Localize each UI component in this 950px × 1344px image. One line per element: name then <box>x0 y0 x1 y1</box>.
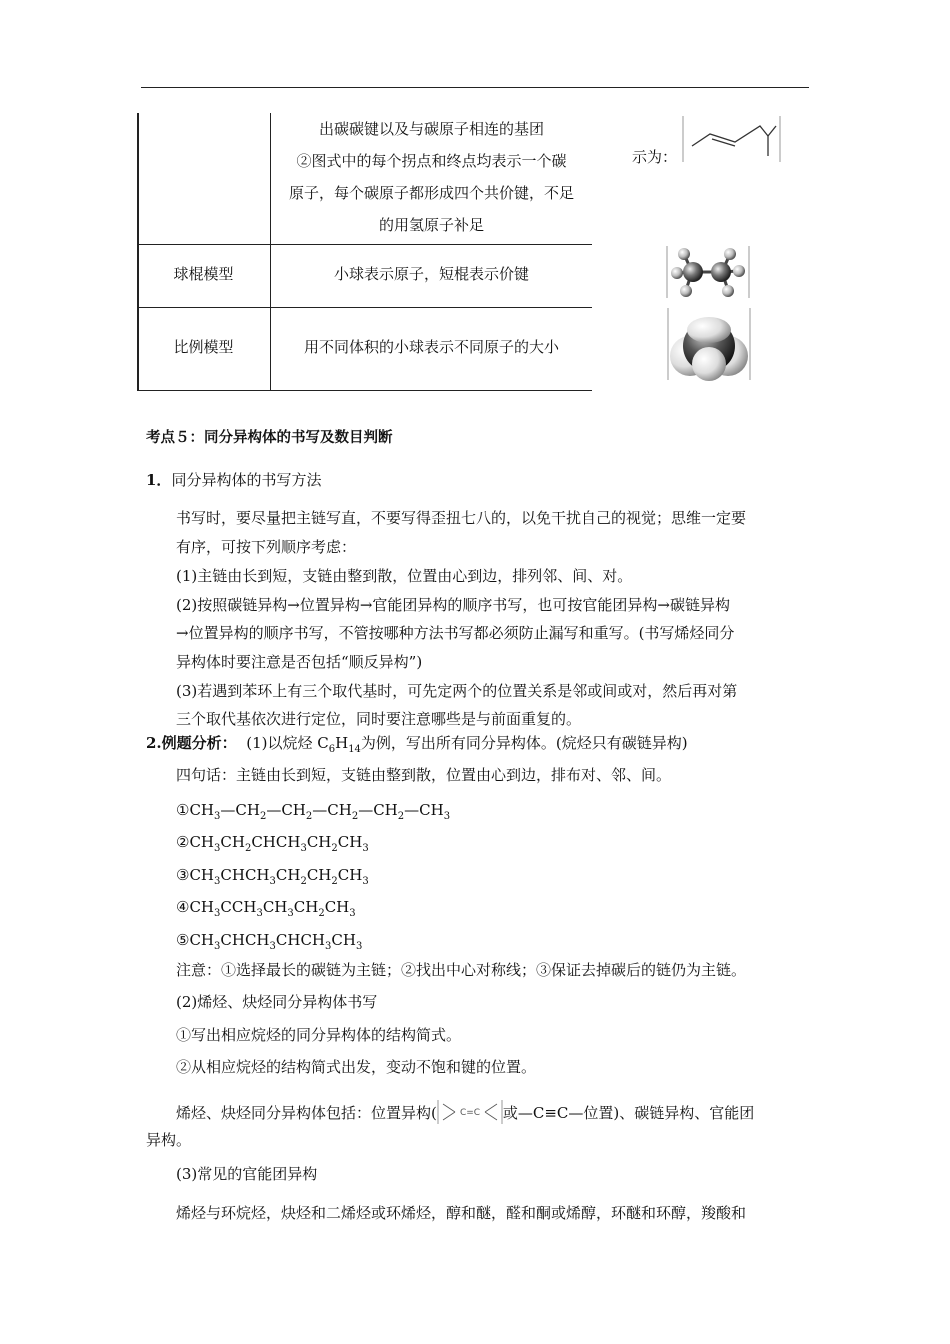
svg-text:C=C: C=C <box>459 1108 480 1118</box>
p2-2-c-text: 烯烃、炔烃同分异构体包括：位置异构( <box>176 1104 437 1122</box>
p1-title: 同分异构体的书写方法 <box>171 471 322 489</box>
formula-5: $⑤CH_3CHCH_3CHCH_3CH_3$ <box>176 931 363 952</box>
p1-heading <box>146 469 321 491</box>
p1-line: 三个取代基依次进行定位，同时要注意哪些是与前面重复的。 <box>176 710 582 728</box>
p1-line: (1)主链由长到短，支链由整到散，位置由心到边，排列邻、间、对。 <box>176 567 633 585</box>
space-filling-model-image <box>664 306 754 382</box>
note: 注意：①选择最长的碳链为主链；②找出中心对称线；③保证去掉碳后的链仍为主链。 <box>176 961 747 979</box>
row3-desc: 用不同体积的小球表示不同原子的大小 <box>303 338 559 356</box>
row3-name: 比例模型 <box>173 338 234 356</box>
formula-4: $④CH_3CCH_3CH_3CH_2CH_3$ <box>176 898 356 919</box>
p1-line: 有序，可按下列顺序考虑： <box>176 538 357 556</box>
p2-3-line: 烯烃与环烷烃，炔烃和二烯烃或环烯烃，醇和醚，醛和酮或烯醇，环醚和环醇，羧酸和 <box>176 1204 747 1222</box>
section-title: 考点５：同分异构体的书写及数目判断 <box>146 430 393 446</box>
p2-heading <box>146 732 688 754</box>
row1-desc-line: 的用氢原子补足 <box>378 216 484 234</box>
p2-intro: (1)以烷烃 C <box>246 734 329 752</box>
p1-line: (3)若遇到苯环上有三个取代基时，可先定两个的位置关系是邻或间或对，然后再对第 <box>176 682 738 700</box>
formula-1: $①CH_3—CH_2—CH_2—CH_2—CH_2—CH_3$ <box>176 801 451 822</box>
row1-desc-line: ②图式中的每个拐点和终点均表示一个碳 <box>296 152 567 170</box>
p2-intro: 为例，写出所有同分异构体。(烷烃只有碳链异构) <box>360 734 688 752</box>
p1-line: 书写时，要尽量把主链写直，不要写得歪扭七八的，以免干扰自己的视觉；思维一定要 <box>176 509 747 527</box>
formula-3: $③CH_3CHCH_3CH_2CH_2CH_3$ <box>176 866 369 887</box>
row2-desc: 小球表示原子，短棍表示价键 <box>333 265 529 283</box>
example-prefix: 示为： <box>632 148 678 166</box>
p2-2-c <box>176 1098 754 1126</box>
table-divider-row1 <box>137 244 592 245</box>
four-sentences: 四句话：主链由长到短，支链由整到散，位置由心到边，排布对、邻、间。 <box>176 766 672 784</box>
model-table <box>137 113 592 391</box>
table-border-bottom <box>137 390 592 391</box>
row2-name: 球棍模型 <box>173 265 234 283</box>
p1-line: (2)按照碳链异构→位置异构→官能团异构的顺序书写，也可按官能团异构→碳链异构 <box>176 596 730 614</box>
ball-and-stick-model-image <box>664 243 752 301</box>
p1-num: 1． <box>146 471 172 489</box>
table-divider-row2 <box>137 307 592 308</box>
row1-desc-line: 原子，每个碳原子都形成四个共价键，不足 <box>288 184 574 202</box>
skeletal-formula-image <box>680 112 785 166</box>
p2-intro: H <box>335 734 349 752</box>
p2-num: 2.例题分析： <box>146 734 237 752</box>
row1-desc-line: 出碳碳键以及与碳原子相连的基团 <box>318 120 544 138</box>
double-bond-image <box>437 1098 503 1126</box>
formula-2: $②CH_3CH_2CHCH_3CH_2CH_3$ <box>176 833 369 854</box>
subscript: 14 <box>348 744 361 755</box>
row1-desc <box>271 113 592 241</box>
subscript: 6 <box>328 744 336 755</box>
p2-2-a: ①写出相应烷烃的同分异构体的结构简式。 <box>176 1026 462 1044</box>
p1-line: 异构体时要注意是否包括“顺反异构”) <box>176 653 423 671</box>
p1-line: →位置异构的顺序书写，不管按哪种方法书写都必须防止漏写和重写。(书写烯烃同分 <box>176 624 735 642</box>
header-rule <box>141 87 809 88</box>
p2-3-title: (3)常见的官能团异构 <box>176 1165 318 1183</box>
p2-2-title: (2)烯烃、炔烃同分异构体书写 <box>176 993 378 1011</box>
p2-2-c-text: 或—C≡C—位置)、碳链异构、官能团 <box>502 1104 755 1122</box>
p2-2-c-wrap: 异构。 <box>146 1131 192 1149</box>
p2-2-b: ②从相应烷烃的结构简式出发，变动不饱和键的位置。 <box>176 1058 537 1076</box>
